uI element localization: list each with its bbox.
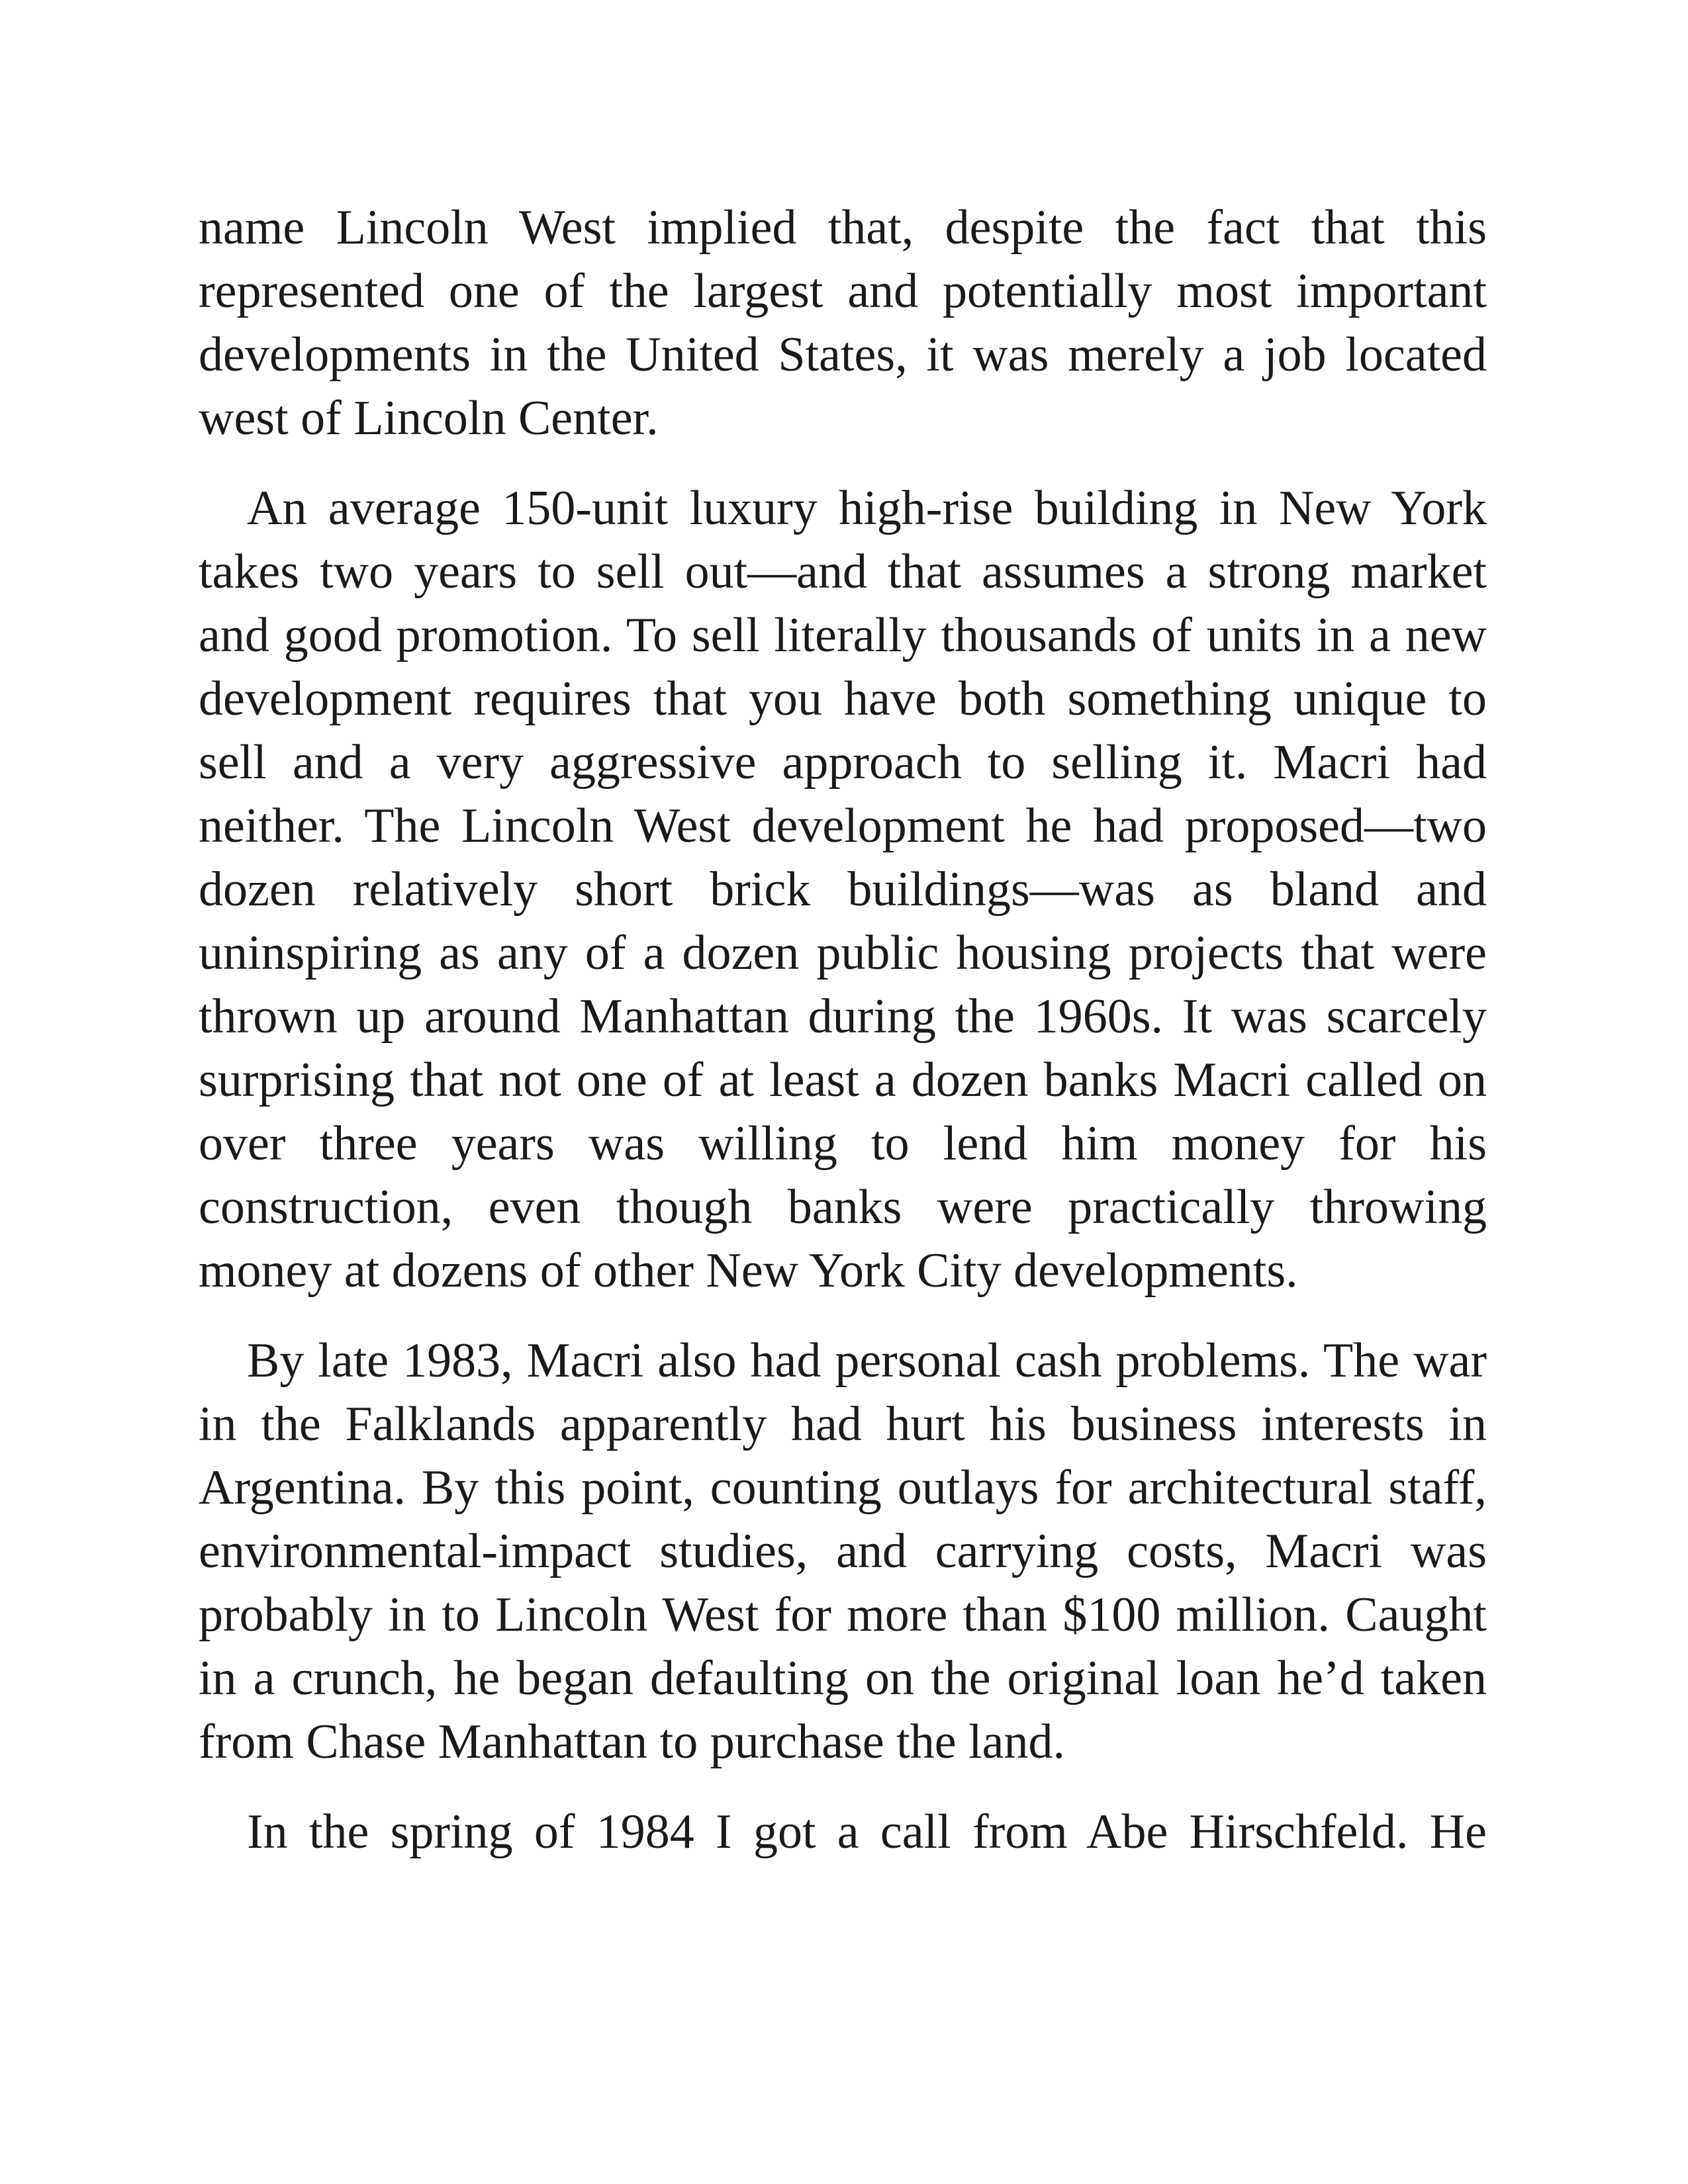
paragraph-continued: name Lincoln West implied that, despite the fact that this represented one of the largest and potentially most important developments in the United States, it was merely a job located west of Lincoln Center. [199,201,1487,445]
body-text [199,196,1487,1890]
paragraph-continues: In the spring of 1984 I got a call from Abe Hirschfeld. He [247,1805,1487,1859]
paragraph: By late 1983, Macri also had personal cash problems. The war in the Falklands apparently had hurt his business interests in Argentina. By this point, counting outlays for architectural staff, environmental-impact studies, and carrying costs, Macri was probably in to Lincoln West for more than $100 million. Caught in a crunch, he began defaulting on the original loan he’d taken from Chase Manhattan to purchase the land. [199,1334,1487,1769]
paragraph: An average 150-unit luxury high-rise building in New York takes two years to sell out—and that assumes a strong market and good promotion. To sell literally thousands of units in a new development requires that you have both something unique to sell and a very aggressive approach to selling it. Macri had neither. The Lincoln West development he had proposed—two dozen relatively short brick buildings—was as bland and uninspiring as any of a dozen public housing projects that were thrown up around Manhattan during the 1960s. It was scarcely surprising that not one of at least a dozen banks Macri called on over three years was willing to lend him money for his construction, even though banks were practically throwing money at dozens of other New York City developments. [199,481,1487,1298]
